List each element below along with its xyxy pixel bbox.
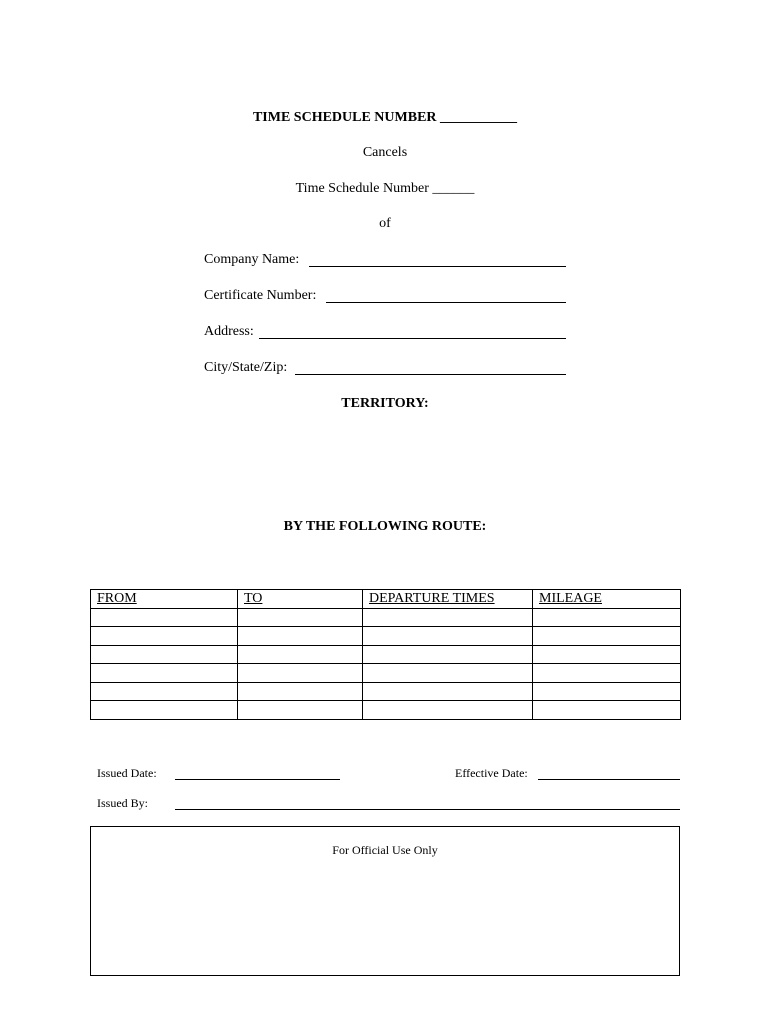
issued-date-label: Issued Date: — [97, 766, 157, 780]
column-header-departure-times: DEPARTURE TIMES — [363, 590, 533, 609]
certificate-number-label: Certificate Number: — [204, 288, 317, 303]
table-cell[interactable] — [363, 701, 533, 720]
table-cell[interactable] — [533, 627, 681, 646]
table-cell[interactable] — [363, 608, 533, 627]
of-text: of — [379, 216, 391, 231]
certificate-number-field[interactable] — [326, 302, 566, 303]
table-row — [91, 664, 681, 683]
table-cell[interactable] — [363, 645, 533, 664]
table-cell[interactable] — [91, 608, 238, 627]
table-cell[interactable] — [533, 664, 681, 683]
address-label: Address: — [204, 324, 254, 339]
table-cell[interactable] — [533, 608, 681, 627]
column-header-to: TO — [238, 590, 363, 609]
effective-date-label: Effective Date: — [455, 766, 528, 780]
route-heading: BY THE FOLLOWING ROUTE: — [283, 519, 487, 534]
city-state-zip-label: City/State/Zip: — [204, 360, 288, 375]
table-cell[interactable] — [91, 645, 238, 664]
table-cell[interactable] — [363, 664, 533, 683]
table-cell[interactable] — [238, 682, 363, 701]
table-cell[interactable] — [238, 608, 363, 627]
route-table-header-row — [91, 590, 681, 609]
effective-date-field[interactable] — [538, 779, 680, 780]
issued-by-field[interactable] — [175, 809, 680, 810]
official-use-box — [90, 826, 680, 976]
company-name-field[interactable] — [309, 266, 566, 267]
table-cell[interactable] — [91, 627, 238, 646]
prior-schedule-number: Time Schedule Number ______ — [295, 181, 475, 196]
table-row — [91, 627, 681, 646]
table-cell[interactable] — [238, 664, 363, 683]
city-state-zip-field[interactable] — [295, 374, 566, 375]
table-row — [91, 608, 681, 627]
issued-by-label: Issued By: — [97, 796, 148, 810]
territory-heading: TERRITORY: — [341, 396, 429, 411]
address-field[interactable] — [259, 338, 566, 339]
issued-date-field[interactable] — [175, 779, 340, 780]
table-cell[interactable] — [238, 627, 363, 646]
table-row — [91, 701, 681, 720]
table-cell[interactable] — [363, 627, 533, 646]
table-row — [91, 645, 681, 664]
table-row — [91, 682, 681, 701]
column-header-mileage: MILEAGE — [533, 590, 681, 609]
cancels-text: Cancels — [362, 145, 408, 160]
table-cell[interactable] — [238, 701, 363, 720]
table-cell[interactable] — [91, 664, 238, 683]
company-name-label: Company Name: — [204, 252, 300, 267]
official-use-label: For Official Use Only — [332, 843, 438, 857]
table-cell[interactable] — [363, 682, 533, 701]
table-cell[interactable] — [238, 645, 363, 664]
table-cell[interactable] — [533, 701, 681, 720]
table-cell[interactable] — [91, 682, 238, 701]
column-header-from: FROM — [91, 590, 238, 609]
route-table — [90, 589, 681, 720]
table-cell[interactable] — [533, 645, 681, 664]
schedule-title: TIME SCHEDULE NUMBER ___________ — [252, 110, 518, 125]
table-cell[interactable] — [533, 682, 681, 701]
table-cell[interactable] — [91, 701, 238, 720]
